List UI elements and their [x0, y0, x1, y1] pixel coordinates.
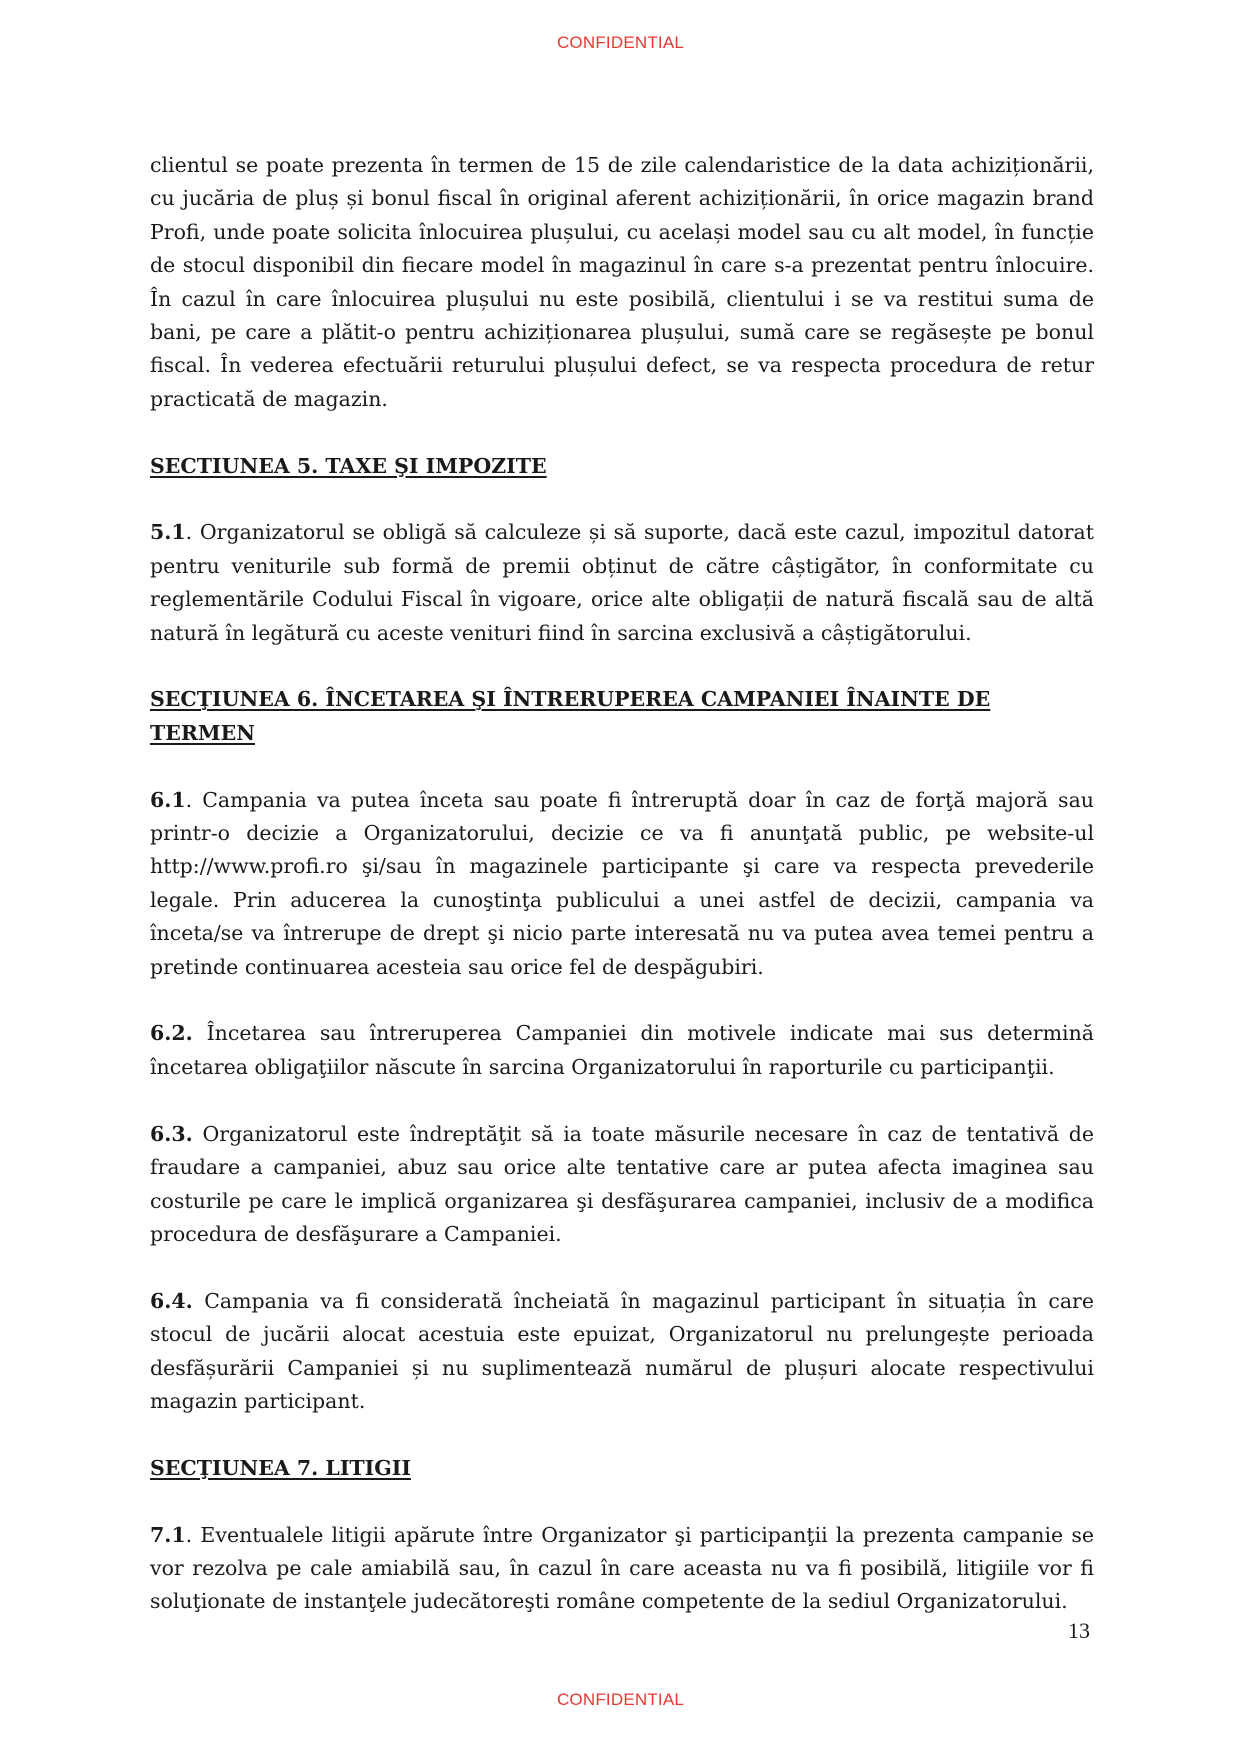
paragraph-text: . Campania va putea înceta sau poate fi întreruptă doar în caz de forţă majoră sau printr-o decizie a Organizatorului, decizie ce va fi anunţată public, pe website-ul http://www.profi.ro şi/sau în magazinele participante şi care va respecta prevederile legale. Prin aducerea la cunoştinţa publicului a unei astfel de decizii, campania va înceta/se va întrerupe de drept şi nicio parte interesată nu va putea avea temei pentru a pretinde continuarea acesteia sau orice fel de despăgubiri.	[150, 787, 1094, 979]
paragraph-number: 7.1	[150, 1522, 186, 1547]
paragraph-number: 6.2.	[150, 1021, 193, 1046]
confidential-header: CONFIDENTIAL	[556, 33, 685, 52]
paragraph-number: 6.1	[150, 787, 186, 812]
confidential-footer: CONFIDENTIAL	[556, 1690, 685, 1709]
section-6-heading: SECŢIUNEA 6. ÎNCETAREA ŞI ÎNTRERUPEREA CAMPANIEI ÎNAINTE DE TERMEN	[150, 687, 991, 745]
paragraph-number: 6.4.	[150, 1288, 193, 1313]
paragraph-text: Campania va fi considerată încheiată în magazinul participant în situația în care stocul de jucării alocat acestuia este epuizat, Organizatorul nu prelungește perioada desfășurării Campaniei și nu suplimentează numărul de plușuri alocate respectivului magazin participant.	[150, 1288, 1094, 1413]
section-7-heading: SECŢIUNEA 7. LITIGII	[150, 1455, 411, 1480]
document-body	[150, 149, 1094, 1619]
paragraph-6-2	[150, 1017, 1094, 1084]
paragraph-7-1	[150, 1519, 1094, 1619]
paragraph-text: . Eventualele litigii apărute între Organizator şi participanţii la prezenta campanie se vor rezolva pe cale amiabilă sau, în cazul în care aceasta nu va fi posibilă, litigiile vor fi soluţionate de instanţele judecătoreşti române competente de la sediul Organizatorului.	[150, 1522, 1094, 1614]
intro-paragraph: clientul se poate prezenta în termen de 15 de zile calendaristice de la data achiziționării, cu jucăria de pluș și bonul fiscal în original aferent achiziționării, în orice magazin brand Profi, unde poate solicita înlocuirea plușului, cu același model sau cu alt model, în funcție de stocul disponibil din fiecare model în magazinul în care s-a prezentat pentru înlocuire. În cazul în care înlocuirea plușului nu este posibilă, clientului i se va restitui suma de bani, pe care a plătit-o pentru achiziționarea plușului, sumă care se regăsește pe bonul fiscal. În vederea efectuării returului plușului defect, se va respecta procedura de retur practicată de magazin.	[150, 153, 1094, 411]
paragraph-6-3	[150, 1118, 1094, 1252]
page-number: 13	[1068, 1618, 1090, 1643]
paragraph-text: Încetarea sau întreruperea Campaniei din motivele indicate mai sus determină încetarea obligaţiilor născute în sarcina Organizatorului în raporturile cu participanţii.	[150, 1021, 1094, 1079]
paragraph-text: Organizatorul este îndreptăţit să ia toate măsurile necesare în caz de tentativă de fraudare a campaniei, abuz sau orice alte tentative care ar putea afecta imaginea sau costurile pe care le implică organizarea şi desfăşurarea campaniei, inclusiv de a modifica procedura de desfăşurare a Campaniei.	[150, 1121, 1094, 1246]
paragraph-6-4	[150, 1285, 1094, 1419]
paragraph-6-1	[150, 784, 1094, 984]
paragraph-number: 5.1	[150, 520, 186, 545]
section-5-heading: SECTIUNEA 5. TAXE ŞI IMPOZITE	[150, 453, 547, 478]
paragraph-5-1	[150, 516, 1094, 650]
paragraph-number: 6.3.	[150, 1121, 193, 1146]
paragraph-text: . Organizatorul se obligă să calculeze și să suporte, dacă este cazul, impozitul datorat pentru veniturile sub formă de premii obținut de către câștigător, în conformitate cu reglementările Codului Fiscal în vigoare, orice alte obligații de natură fiscală sau de altă natură în legătură cu aceste venituri fiind în sarcina exclusivă a câștigătorului.	[150, 520, 1094, 645]
